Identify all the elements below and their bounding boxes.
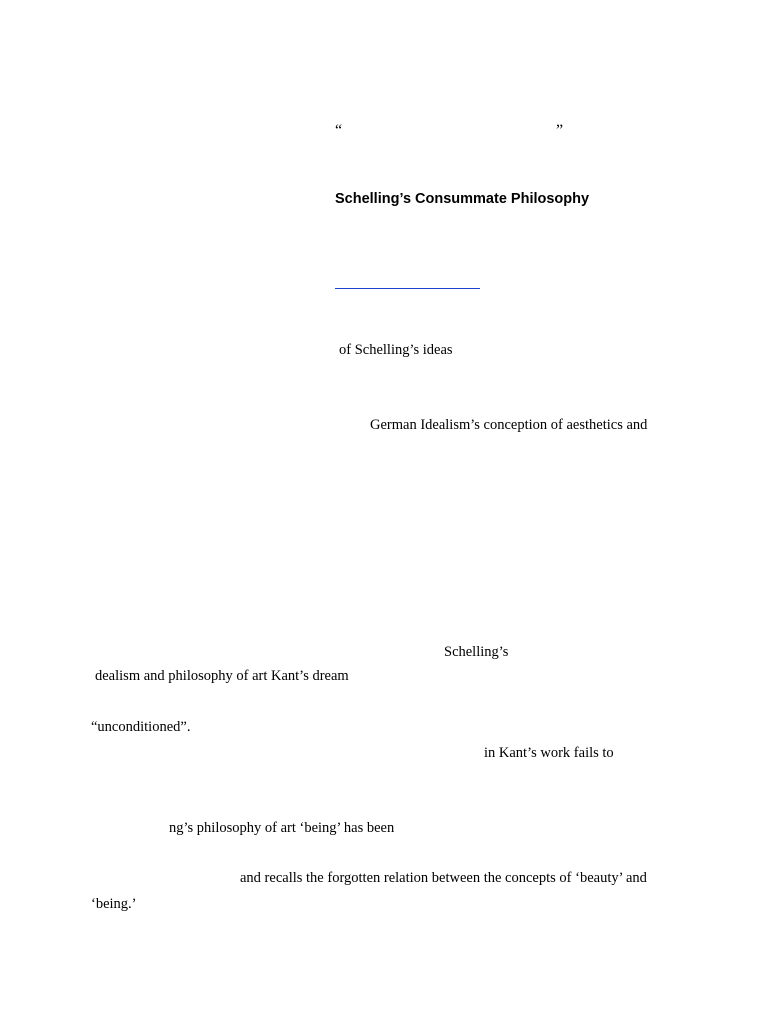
text-fragment-recalls: and recalls the forgotten relation between the concepts of ‘beauty’ and bbox=[240, 870, 647, 886]
text-fragment-being-been: ng’s philosophy of art ‘being’ has been bbox=[169, 820, 395, 836]
hyperlink-underline[interactable] bbox=[335, 288, 480, 289]
opening-quote-mark: “ bbox=[335, 122, 343, 139]
text-fragment-unconditioned: “unconditioned”. bbox=[91, 719, 191, 735]
text-fragment-being-end: ‘being.’ bbox=[91, 896, 137, 912]
text-fragment-schellings: Schelling’s bbox=[444, 644, 509, 660]
document-title: Schelling’s Consummate Philosophy bbox=[335, 191, 590, 207]
closing-quote-mark: ” bbox=[556, 122, 564, 139]
text-fragment-german-idealism: German Idealism’s conception of aesthetics and bbox=[370, 417, 648, 433]
text-fragment-kant-fails: in Kant’s work fails to bbox=[484, 745, 614, 761]
text-fragment-idealism-kant: dealism and philosophy of art Kant’s dream bbox=[95, 668, 349, 684]
text-fragment-ideas: of Schelling’s ideas bbox=[339, 342, 453, 358]
